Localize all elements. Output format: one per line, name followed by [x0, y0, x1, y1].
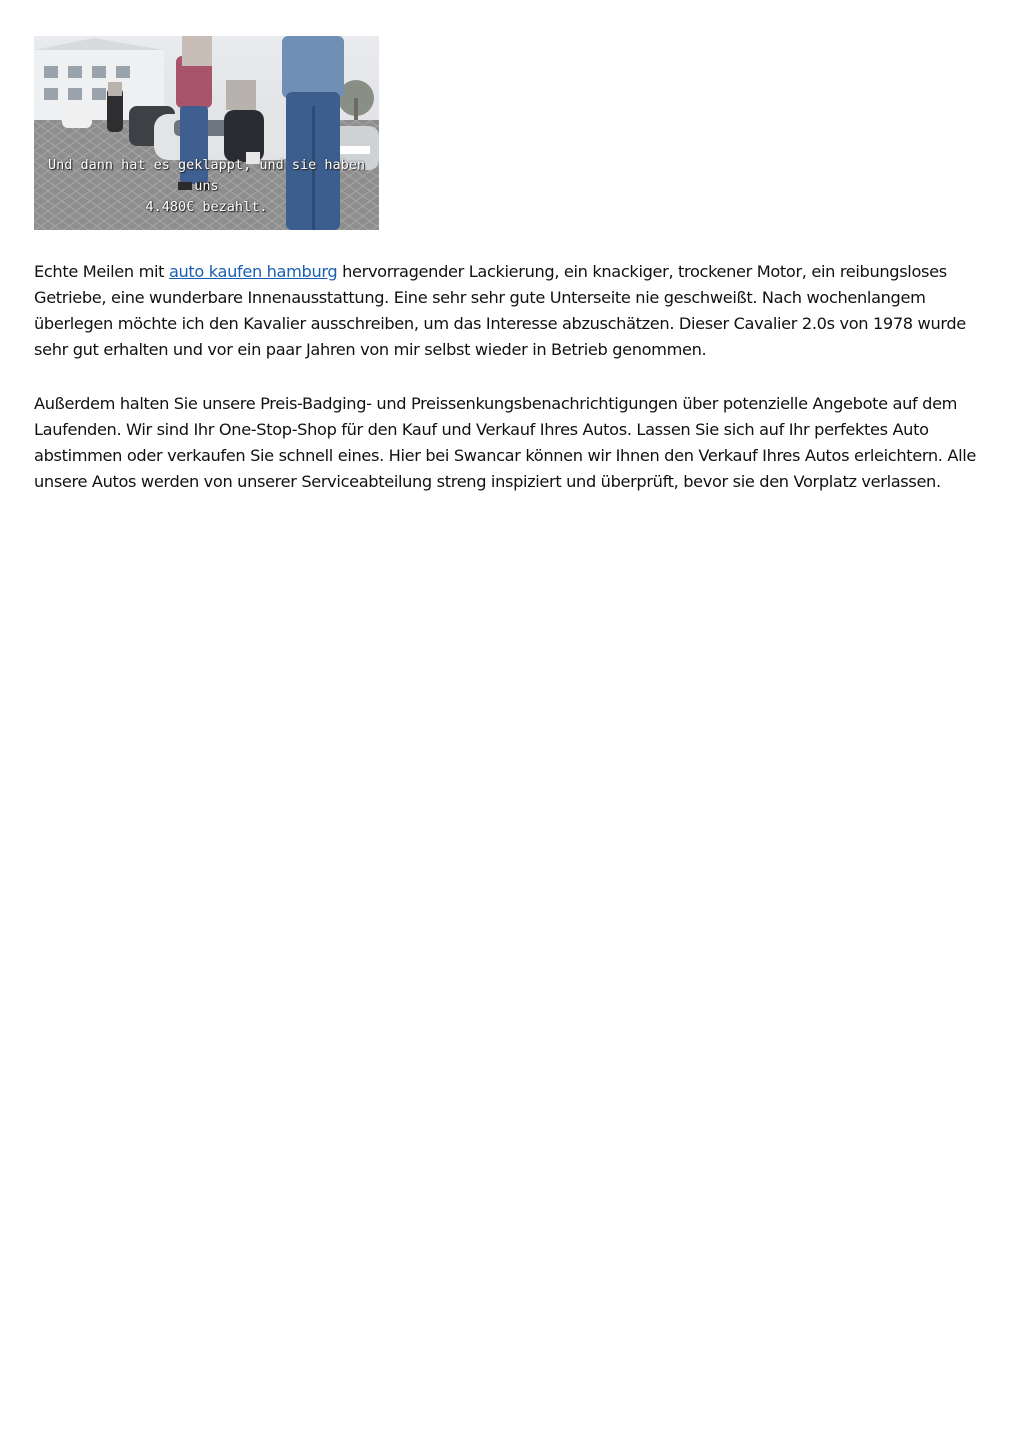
image-caption-line-2: 4.480€ bezahlt.: [145, 199, 268, 215]
paragraph-1-rest-text: hervorragender Lackierung, ein knackiger, trockener Motor, ein reibungsloses Getriebe, eine wunderbare Innenausstattung. Eine sehr sehr gute Unterseite nie geschweißt. Nach wochenlangem überlegen möchte ich den Kavalier ausschreiben, um das Interesse abzuschätzen. Dieser Cavalier 2.0s von 1978 wurde sehr gut erhalten und vor ein paar Jahren von mir selbst wieder in Betrieb genommen.: [34, 262, 966, 359]
paragraph-vehicle-description: [34, 259, 994, 363]
paragraph-1-lead-text: Echte Meilen mit: [34, 262, 169, 281]
image-caption-line-1: Und dann hat es geklappt, und sie haben uns: [48, 157, 365, 194]
auto-kaufen-hamburg-link[interactable]: auto kaufen hamburg: [168, 262, 338, 281]
paragraph-dealer-info: Außerdem halten Sie unsere Preis-Badging- und Preissenkungsbenachrichtigungen über potenzielle Angebote auf dem Laufenden. Wir sind Ihr One-Stop-Shop für den Kauf und Verkauf Ihres Autos. Lassen Sie sich auf Ihr perfektes Auto abstimmen oder verkaufen Sie schnell eines. Hier bei Swancar können wir Ihnen den Verkauf Ihres Autos erleichtern. Alle unsere Autos werden von unserer Serviceabteilung streng inspiziert und überprüft, bevor sie den Vorplatz verlassen.: [34, 394, 977, 491]
car-dealer-photo: [34, 36, 379, 230]
image-caption: [34, 155, 379, 218]
